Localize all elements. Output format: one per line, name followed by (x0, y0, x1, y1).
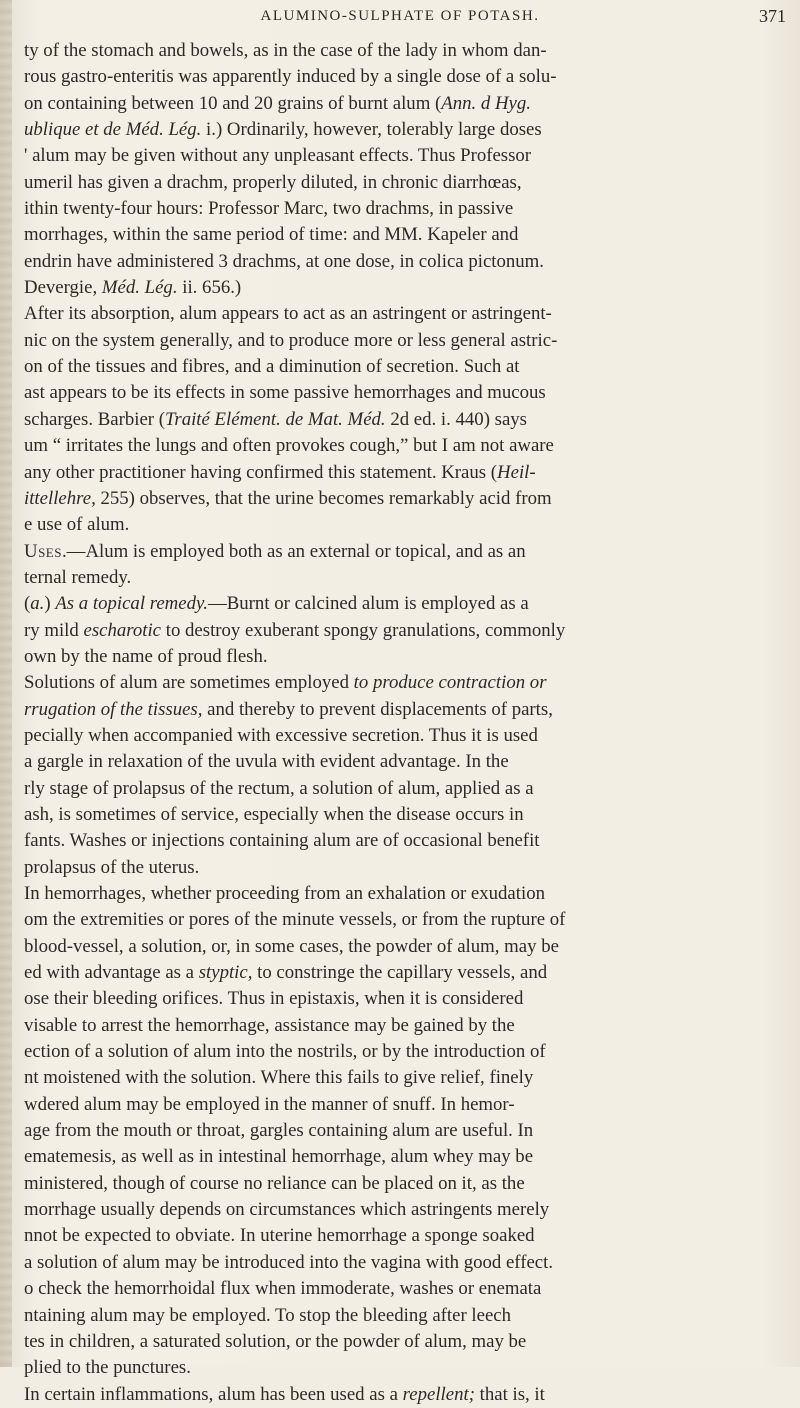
text-span: and thereby to prevent displacements of parts, (202, 698, 553, 720)
text-span: scharges. Barbier ( (24, 408, 165, 430)
page-header (0, 6, 800, 32)
body-text (24, 38, 788, 1408)
italic-text: repellent; (402, 1383, 475, 1405)
text-line (24, 1118, 788, 1144)
text-span: e use of alum. (24, 514, 130, 536)
italic-text: ittellehre, (24, 487, 96, 509)
text-span: on of the tissues and fibres, and a diminution of secretion. Such at (24, 356, 520, 378)
text-line (24, 433, 788, 459)
text-line (24, 1197, 788, 1223)
text-line (24, 723, 788, 749)
text-span: In hemorrhages, whether proceeding from an exhalation or exudation (24, 883, 545, 904)
text-line (24, 1303, 788, 1329)
text-line (24, 1382, 788, 1408)
text-span: ( (24, 593, 31, 615)
text-line (24, 196, 788, 222)
text-line (24, 855, 788, 881)
text-line (24, 1039, 788, 1065)
text-span: a gargle in relaxation of the uvula with evident advantage. In the (24, 751, 509, 773)
text-span: morrhage usually depends on circumstances which astringents merely (24, 1199, 550, 1221)
text-span: a solution of alum may be introduced into the vagina with good effect. (24, 1251, 554, 1273)
text-span: tes in children, a saturated solution, or the powder of alum, may be (24, 1330, 527, 1352)
italic-text: a. (30, 593, 45, 615)
text-span: any other practitioner having confirmed this statement. Kraus ( (24, 461, 498, 483)
text-line (24, 881, 788, 907)
text-span: After its absorption, alum appears to act as an astringent or astringent- (24, 303, 552, 325)
text-span: nic on the system generally, and to produce more or less general astric- (24, 329, 558, 351)
text-span: 255) observes, that the urine becomes remarkably acid from (95, 487, 552, 509)
text-line (24, 460, 788, 486)
text-span: o check the hemorrhoidal flux when immoderate, washes or enemata (24, 1278, 542, 1300)
text-span: nnot be expected to obviate. In uterine hemorrhage a sponge soaked (24, 1225, 535, 1247)
text-line (24, 749, 788, 775)
text-span: Solutions of alum are sometimes employed (24, 672, 354, 694)
text-span: .—Alum is employed both as an external or topical, and as an (61, 540, 526, 562)
text-line (24, 618, 788, 644)
text-line (24, 934, 788, 960)
italic-text: Méd. Lég. (101, 277, 178, 299)
small-caps-text: Uses (24, 540, 62, 562)
text-line (24, 960, 788, 986)
page-number: 371 (759, 6, 786, 26)
text-span: ministered, though of course no reliance can be placed on it, as the (24, 1172, 525, 1194)
text-line (24, 486, 788, 512)
text-line (24, 249, 788, 275)
text-span: rly stage of prolapsus of the rectum, a solution of alum, applied as a (24, 777, 534, 799)
italic-text: Traité Elément. de Mat. Méd. (164, 408, 386, 430)
text-line (24, 275, 788, 301)
text-line (24, 117, 788, 143)
text-span: ternal remedy. (24, 566, 132, 588)
italic-text: Heil- (497, 461, 536, 483)
text-span: ast appears to be its effects in some passive hemorrhages and mucous (24, 382, 546, 404)
text-span: ose their bleeding orifices. Thus in epistaxis, when it is considered (24, 988, 524, 1010)
text-line (24, 1329, 788, 1355)
text-line (24, 986, 788, 1012)
text-span: ' alum may be given without any unpleasant effects. Thus Professor (24, 145, 532, 167)
text-line (24, 539, 788, 565)
text-span: endrin have administered 3 drachms, at one dose, in colica pictonum. (24, 250, 544, 272)
text-line (24, 170, 788, 196)
text-span: umeril has given a drachm, properly diluted, in chronic diarrhœas, (24, 171, 522, 193)
text-line (24, 1013, 788, 1039)
italic-text: ublique et de Méd. Lég. (24, 119, 202, 141)
text-span: visable to arrest the hemorrhage, assistance may be gained by the (24, 1014, 515, 1036)
text-line (24, 512, 788, 538)
text-span: rous gastro-enteritis was apparently induced by a single dose of a solu- (24, 66, 557, 88)
text-line (24, 565, 788, 591)
text-line (24, 1223, 788, 1249)
text-line (24, 1092, 788, 1118)
text-span: own by the name of proud flesh. (24, 645, 268, 667)
text-span: that is, it (474, 1383, 545, 1405)
text-line (24, 1355, 788, 1381)
text-span: om the extremities or pores of the minute vessels, or from the rupture of (24, 909, 566, 931)
text-span: plied to the punctures. (24, 1357, 191, 1379)
text-line (24, 1276, 788, 1302)
text-span: nt moistened with the solution. Where this fails to give relief, finely (24, 1067, 534, 1089)
text-span: ntaining alum may be employed. To stop the bleeding after leech (24, 1304, 512, 1326)
text-span: i.) Ordinarily, however, tolerably large doses (201, 119, 542, 141)
text-span: ed with advantage as a (24, 962, 199, 984)
text-span: wdered alum may be employed in the manner of snuff. In hemor- (24, 1093, 515, 1115)
text-span: ry mild (24, 619, 84, 641)
text-span: ematemesis, as well as in intestinal hemorrhage, alum whey may be (24, 1146, 534, 1168)
text-span: age from the mouth or throat, gargles containing alum are useful. In (24, 1120, 534, 1142)
text-span: to destroy exuberant spongy granulations, commonly (161, 619, 566, 641)
text-line (24, 591, 788, 617)
text-line (24, 907, 788, 933)
text-span: ty of the stomach and bowels, as in the case of the lady in whom dan- (24, 40, 547, 61)
italic-text: styptic, (198, 962, 253, 984)
page-gutter-shadow (0, 0, 12, 1367)
text-span: on containing between 10 and 20 grains of burnt alum ( (24, 92, 442, 114)
italic-text: As a topical remedy. (55, 593, 208, 615)
running-head: ALUMINO-SULPHATE OF POTASH. (260, 8, 540, 24)
text-line (24, 328, 788, 354)
text-line (24, 354, 788, 380)
italic-text: escharotic (83, 619, 162, 641)
text-line (24, 38, 788, 64)
text-span: prolapsus of the uterus. (24, 856, 200, 878)
text-span: 2d ed. i. 440) says (385, 408, 527, 430)
text-span: ection of a solution of alum into the nostrils, or by the introduction of (24, 1041, 546, 1063)
text-span: ii. 656.) (177, 277, 242, 299)
text-line (24, 697, 788, 723)
text-line (24, 222, 788, 248)
text-line (24, 1250, 788, 1276)
text-line (24, 64, 788, 90)
text-line (24, 776, 788, 802)
text-span: ash, is sometimes of service, especially when the disease occurs in (24, 803, 524, 825)
text-line (24, 380, 788, 406)
text-line (24, 644, 788, 670)
text-line (24, 1171, 788, 1197)
italic-text: rrugation of the tissues, (24, 698, 203, 720)
text-line (24, 802, 788, 828)
text-span: morrhages, within the same period of time: and MM. Kapeler and (24, 224, 519, 246)
text-span: fants. Washes or injections containing alum are of occasional benefit (24, 830, 540, 852)
text-span: pecially when accompanied with excessive secretion. Thus it is used (24, 724, 538, 746)
text-line (24, 1065, 788, 1091)
text-span: um “ irritates the lungs and often provokes cough,” but I am not aware (24, 435, 554, 457)
text-span: —Burnt or calcined alum is employed as a (207, 593, 529, 615)
text-line (24, 301, 788, 327)
text-span: ithin twenty-four hours: Professor Marc, two drachms, in passive (24, 198, 514, 220)
italic-text: to produce contraction or (353, 672, 547, 694)
italic-text: Ann. d Hyg. (441, 92, 531, 114)
text-span: blood-vessel, a solution, or, in some cases, the powder of alum, may be (24, 935, 559, 957)
text-line (24, 407, 788, 433)
text-span: In certain inflammations, alum has been used as a (24, 1383, 403, 1405)
text-line (24, 1144, 788, 1170)
text-line (24, 670, 788, 696)
text-span: ) (44, 593, 56, 615)
text-span: to constringe the capillary vessels, and (252, 962, 548, 984)
text-span: Devergie, (24, 277, 102, 299)
text-line (24, 828, 788, 854)
text-line (24, 143, 788, 169)
text-line (24, 91, 788, 117)
